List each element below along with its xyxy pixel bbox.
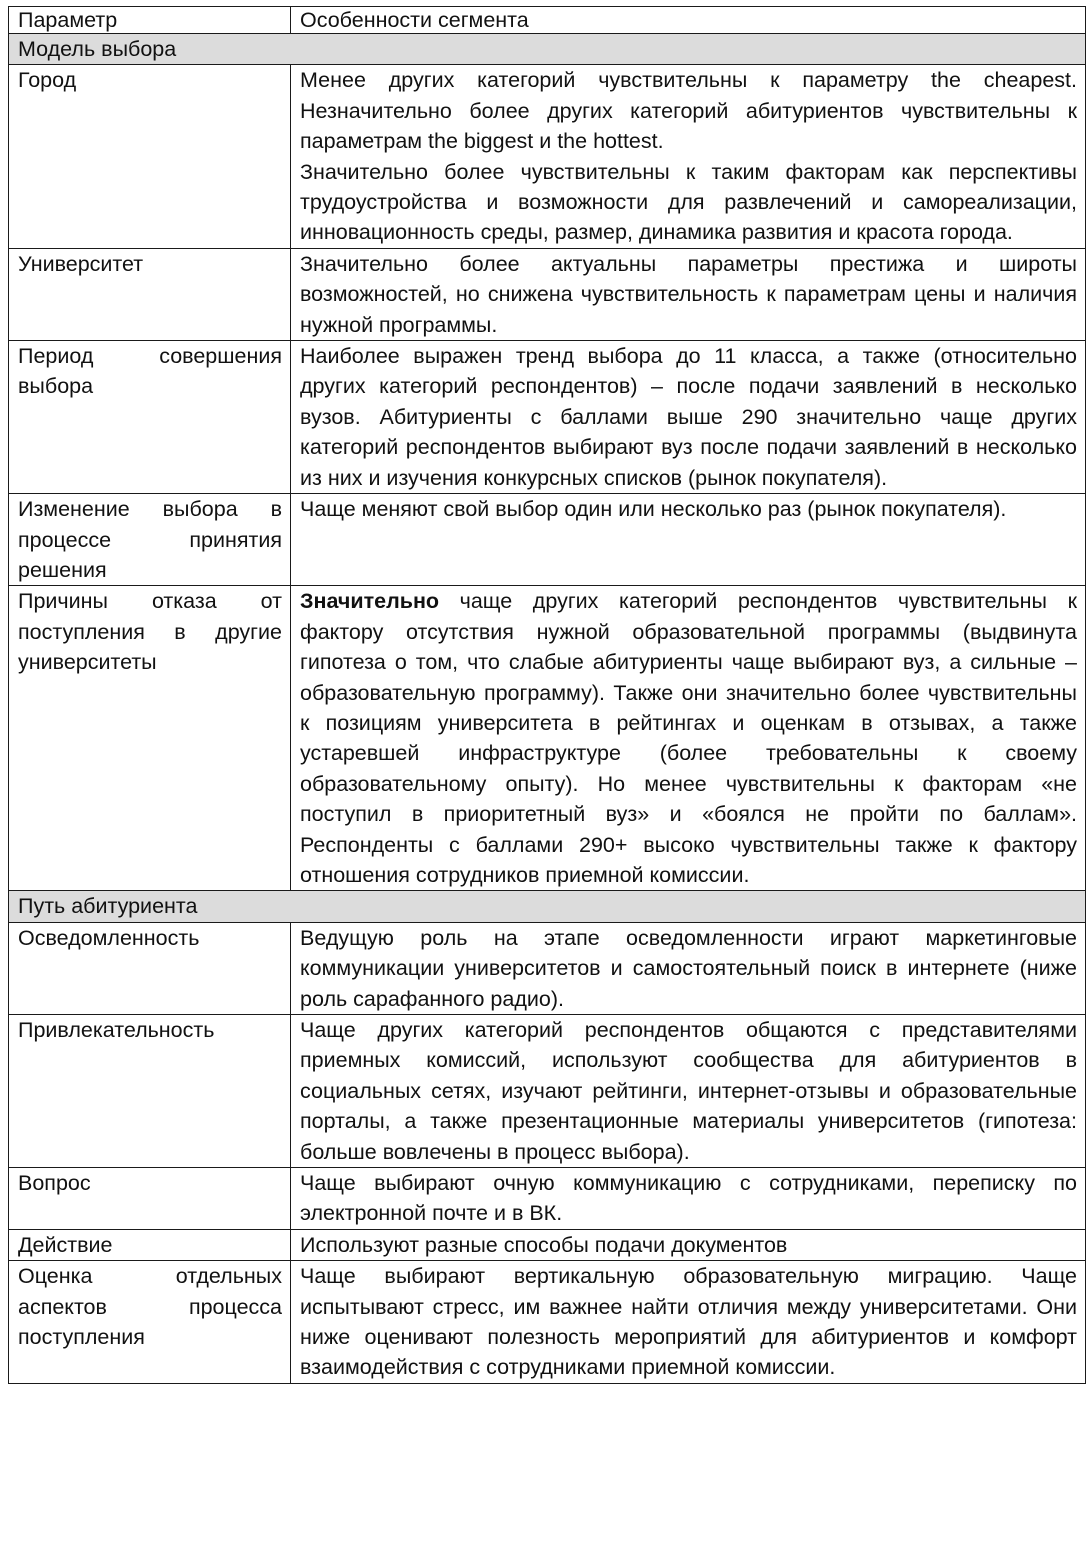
features-cell: [291, 586, 1086, 891]
param-cell: Действие: [9, 1229, 291, 1260]
param-cell: Привлекательность: [9, 1015, 291, 1168]
param-cell: Осведомленность: [9, 922, 291, 1014]
features-cell: Значительно более актуальны параметры престижа и широты возможностей, но снижена чувствительность к параметрам цены и наличия нужной программы.: [291, 248, 1086, 340]
features-cell: Чаще других категорий респондентов общаются с представителями приемных комиссий, используют сообщества для абитуриентов в социальных сетях, изучают рейтинги, интернет-отзывы и образовательные порталы, а также презентационные материалы университетов (гипотеза: больше вовлечены в процесс выбора).: [291, 1015, 1086, 1168]
bold-lead: Значительно: [300, 589, 440, 614]
param-cell: Период совершения выбора: [9, 341, 291, 494]
table-row: [9, 341, 1086, 494]
features-cell: [291, 65, 1086, 248]
features-cell: Наиболее выражен тренд выбора до 11 класса, а также (относительно других категорий респондентов) – после подачи заявлений в несколько вузов. Абитуриенты с баллами выше 290 значительно чаще других категорий респондентов выбирают вуз после подачи заявлений в несколько из них и изучения конкурсных списков (рынок покупателя).: [291, 341, 1086, 494]
table-row: [9, 1229, 1086, 1260]
param-cell: Причины отказа от поступления в другие университеты: [9, 586, 291, 891]
segment-features-table: [8, 6, 1086, 1384]
param-cell: Оценка отдельных аспектов процесса поступления: [9, 1261, 291, 1384]
features-cell: Чаще выбирают вертикальную образовательную миграцию. Чаще испытывают стресс, им важнее найти отличия между университетами. Они ниже оценивают полезность мероприятий для абитуриентов и комфорт взаимодействия с сотрудниками приемной комиссии.: [291, 1261, 1086, 1384]
param-cell: Университет: [9, 248, 291, 340]
section-row-applicant-path: [9, 891, 1086, 922]
features-cell: Чаще выбирают очную коммуникацию с сотрудниками, переписку по электронной почте и в ВК.: [291, 1168, 1086, 1230]
section-row-choice-model: [9, 34, 1086, 65]
features-cell: Ведущую роль на этапе осведомленности играют маркетинговые коммуникации университетов и самостоятельный поиск в интернете (ниже роль сарафанного радио).: [291, 922, 1086, 1014]
features-text: чаще других категорий респондентов чувствительны к фактору отсутствия нужной образовательной программы (выдвинута гипотеза о том, что слабые абитуриенты чаще выбирают вуз, а сильные – образовательную программу). Также они значительно более чувствительны к позициям университета в рейтингах и оценкам в отзывах, а также устаревшей инфраструктуре (более требовательны к своему образовательному опыту). Но менее чувствительны к факторам «не поступил в приоритетный вуз» и «боялся не пройти по баллам». Респонденты с баллами 290+ высоко чувствительны также к фактору отношения сотрудников приемной комиссии.: [300, 589, 1077, 887]
header-features-cell: Особенности сегмента: [291, 7, 1086, 34]
param-cell: Изменение выбора в процессе принятия решения: [9, 494, 291, 586]
table-row: [9, 586, 1086, 891]
section-title: Путь абитуриента: [9, 891, 1086, 922]
features-cell: Используют разные способы подачи документов: [291, 1229, 1086, 1260]
table-header-row: [9, 7, 1086, 34]
table-row: [9, 922, 1086, 1014]
features-cell: Чаще меняют свой выбор один или несколько раз (рынок покупателя).: [291, 494, 1086, 586]
table-row: [9, 1015, 1086, 1168]
paragraph: Менее других категорий чувствительны к параметру the cheapest. Незначительно более других категорий абитуриентов чувствительны к параметрам the biggest и the hottest.: [300, 68, 1077, 154]
table-row: [9, 1168, 1086, 1230]
param-cell: Вопрос: [9, 1168, 291, 1230]
table-row: [9, 248, 1086, 340]
param-cell: Город: [9, 65, 291, 248]
section-title: Модель выбора: [9, 34, 1086, 65]
table-row: [9, 1261, 1086, 1384]
paragraph: Значительно более чувствительны к таким факторам как перспективы трудоустройства и возможности для развлечений и самореализации, инновационность среды, размер, динамика развития и красота города.: [300, 159, 1077, 245]
table-row: [9, 65, 1086, 248]
header-param-cell: Параметр: [9, 7, 291, 34]
table-row: [9, 494, 1086, 586]
